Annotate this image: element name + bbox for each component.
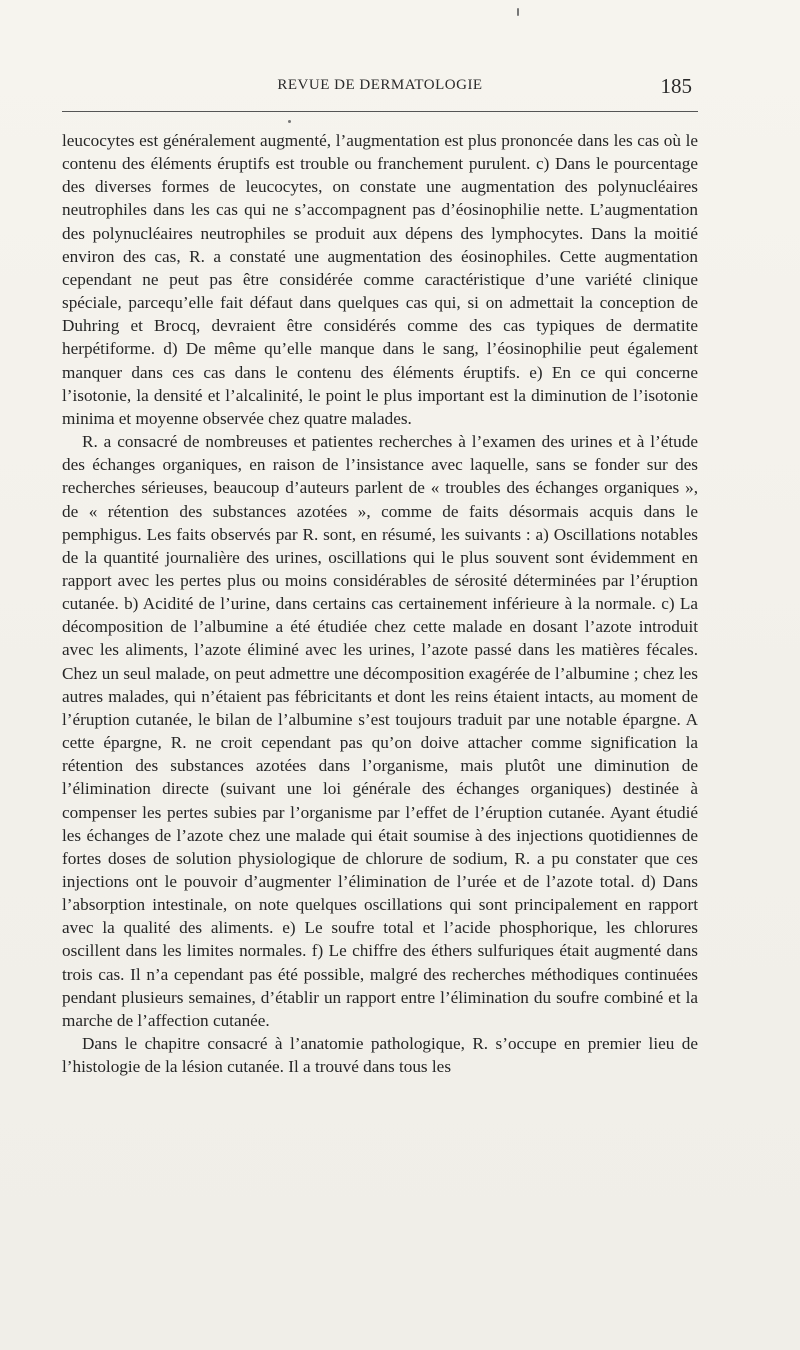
running-head: [62, 74, 698, 99]
running-title: REVUE DE DERMATOLOGIE: [277, 77, 483, 93]
page-number: 185: [660, 74, 692, 98]
ink-speck: [517, 8, 519, 16]
paragraph: R. a consacré de nombreuses et patientes recherches à l’examen des urines et à l’étude des échanges organiques, en raison de l’insistance avec laquelle, sans se fonder sur des recherches sérieuses, beaucoup d’auteurs parlent de « troubles des échanges organiques », de « rétention des substances azotées », comme de faits désormais acquis dans le pemphigus. Les faits observés par R. sont, en résumé, les suivants : a) Oscillations notables de la quantité journalière des urines, oscillations qui le plus souvent sont évidemment en rapport avec les pertes plus ou moins considérables de sérosité déterminées par l’éruption cutanée. b) Acidité de l’urine, dans certains cas certainement inférieure à la normale. c) La décomposition de l’albumine a été étudiée chez cette malade en dosant l’azote introduit avec les aliments, l’azote éliminé avec les urines, l’azote passé dans les matières fécales. Chez un seul malade, on peut admettre une décomposition exagérée de l’albumine ; chez les autres malades, qui n’étaient pas fébricitants et dont les reins étaient intacts, au moment de l’éruption cutanée, le bilan de l’albumine s’est toujours traduit par une notable épargne. A cette épargne, R. ne croit cependant pas qu’on doive attacher comme signification la rétention des substances azotées dans l’organisme, mais plutôt une diminution de l’élimination directe (suivant une loi générale des échanges organiques) destinée à compenser les pertes subies par l’organisme par l’effet de l’éruption cutanée. Ayant étudié les échanges de l’azote chez une malade qui était soumise à des injections quotidiennes de fortes doses de solution physiologique de chlorure de sodium, R. a pu constater que ces injections ont le pouvoir d’augmenter l’élimination de l’urée et de l’azote total. d) Dans l’absorption intestinale, on note quelques oscillations qui sont principalement en rapport avec la qualité des aliments. e) Le soufre total et l’acide phosphorique, les chlorures oscillent dans les limites normales. f) Le chiffre des éthers sulfuriques était augmenté dans trois cas. Il n’a cependant pas été possible, malgré des recherches méthodiques continuées pendant plusieurs semaines, d’établir un rapport entre l’élimination du soufre combiné et la marche de l’affection cutanée.: [62, 432, 698, 1030]
body-text: [62, 129, 698, 1078]
paragraph: Dans le chapitre consacré à l’anatomie pathologique, R. s’occupe en premier lieu de l’histologie de la lésion cutanée. Il a trouvé dans tous les: [62, 1034, 698, 1077]
header-rule: [62, 111, 698, 112]
paragraph-continued: leucocytes est généralement augmenté, l’augmentation est plus prononcée dans les cas où le contenu des éléments éruptifs est trouble ou franchement purulent. c) Dans le pourcentage des diverses formes de leucocytes, on constate une augmentation des polynucléaires neutrophiles dans les cas qui ne s’accompagnent pas d’éosinophilie nette. L’augmentation des polynucléaires neutrophiles se produit aux dépens des lymphocytes. Dans la moitié environ des cas, R. a constaté une augmentation des éosinophiles. Cette augmentation cependant ne peut pas être considérée comme caractéristique d’une variété clinique spéciale, parcequ’elle fait défaut dans quelques cas qui, si on admettait la conception de Duhring et Brocq, devraient être considérés comme des cas typiques de dermatite herpétiforme. d) De même qu’elle manque dans le sang, l’éosinophilie peut également manquer dans ces cas dans le contenu des éléments éruptifs. e) En ce qui concerne l’isotonie, la densité et l’alcalinité, le point le plus important est la diminution de l’isotonie minima et moyenne observée chez quatre malades.: [62, 131, 698, 428]
ink-speck: [288, 120, 291, 123]
